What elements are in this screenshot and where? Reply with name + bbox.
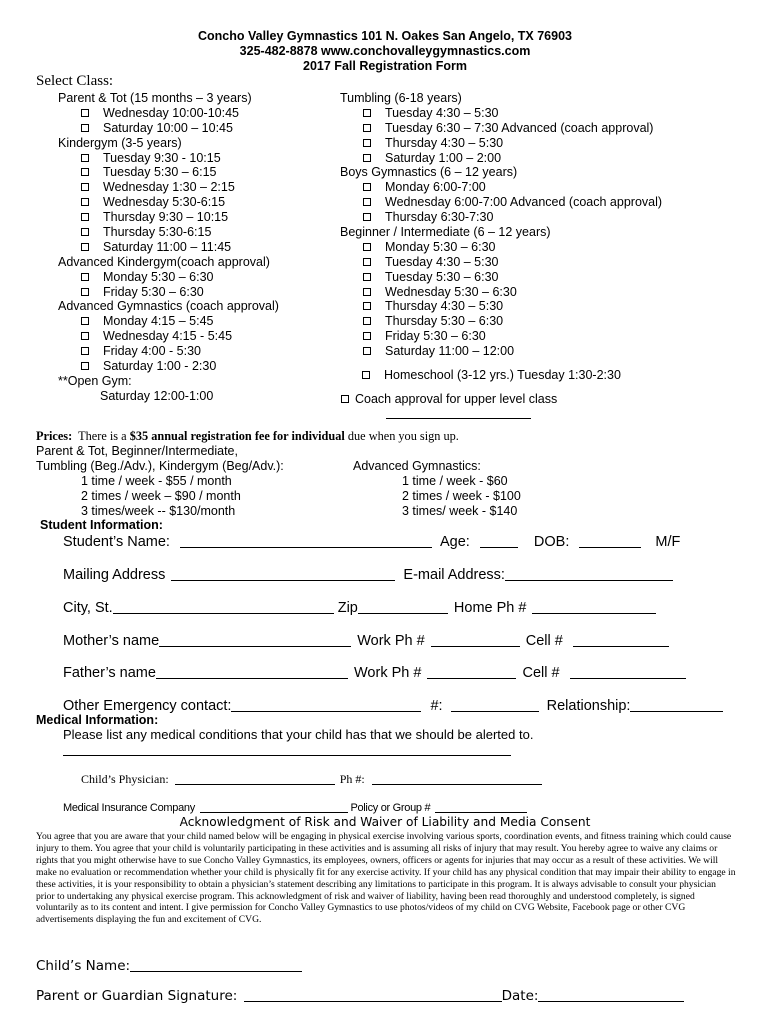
class-group-heading: Boys Gymnastics (6 – 12 years) [340,165,518,180]
class-option-label: Tuesday 9:30 - 10:15 [103,150,221,165]
class-option[interactable] [58,210,279,225]
class-option-label: Monday 5:30 – 6:30 [103,269,214,284]
class-option[interactable] [58,151,279,166]
class-option[interactable] [340,299,662,314]
checkbox-icon[interactable] [363,302,371,310]
email-field[interactable] [505,566,673,581]
class-option[interactable] [340,210,662,225]
checkbox-icon[interactable] [363,198,371,206]
checkbox-icon[interactable] [81,124,89,132]
class-option-label: Saturday 1:00 - 2:30 [103,359,217,374]
checkbox-icon[interactable] [363,154,371,162]
city-row [63,599,656,616]
parent-signature-label: Parent or Guardian Signature: [36,988,238,1004]
child-name-row [36,957,302,974]
open-gym-time: Saturday 12:00-1:00 [100,389,214,403]
father-cell-field[interactable] [570,664,686,679]
class-option[interactable] [58,314,279,329]
emergency-phone-label: #: [430,698,443,714]
checkbox-icon[interactable] [81,154,89,162]
class-option[interactable] [58,270,279,285]
checkbox-icon[interactable] [81,288,89,296]
insurance-field[interactable] [200,802,348,813]
class-group-heading: Beginner / Intermediate (6 – 12 years) [340,225,551,240]
select-class-label: Select Class: [36,73,114,89]
student-name-field[interactable] [180,533,432,548]
class-option[interactable] [58,359,279,374]
class-option-label: Wednesday 5:30-6:15 [103,195,226,210]
class-group-heading: Advanced Gymnastics (coach approval) [58,299,279,314]
prices-fee-tail: due when you sign up. [347,429,459,443]
child-name-label: Child’s Name: [36,958,131,974]
coach-approval-line[interactable] [386,418,531,419]
class-option[interactable] [340,270,662,285]
waiver-title: Acknowledgment of Risk and Waiver of Liability and Media Consent [179,815,591,829]
price-b-2: 2 times / week - $100 [402,489,521,503]
class-option-label: Friday 5:30 – 6:30 [385,329,486,344]
class-option[interactable] [340,136,662,151]
class-option-label: Saturday 10:00 – 10:45 [103,120,233,135]
mailing-label: Mailing Address [63,567,166,583]
email-label: E-mail Address: [403,567,505,583]
father-work-phone-label: Work Ph # [354,665,422,681]
class-option-label: Tuesday 4:30 – 5:30 [385,105,499,120]
checkbox-icon[interactable] [363,183,371,191]
father-cell-label: Cell # [522,665,560,681]
mother-cell-label: Cell # [525,633,563,649]
checkbox-icon[interactable] [362,371,370,379]
prices-fee: $35 annual registration fee for individual [129,429,345,443]
class-option[interactable] [58,121,279,136]
physician-row [81,772,542,787]
coach-approval-label: Coach approval for upper level class [355,392,558,406]
class-option[interactable] [58,180,279,195]
checkbox-icon[interactable] [81,198,89,206]
prices-intro-text: There is a [78,429,127,443]
class-option[interactable] [340,121,662,136]
waiver-body: You agree that you are aware that your child named below will be engaging in physical exercise involving various sports, coordination events, and fitness training which could cause injury to them. You agree that your child is voluntarily participating in these activities and is assuming all risks of injury that may result. You hereby agree to waive any claims or rights that you might otherwise have to sue Concho Valley Gymnastics, its employees, owners, officers or agents for injuries that may occur as a result of these activities. We will make no evaluation or recommendation whether your child is physically fit for any exercise activity. If your child has any physical condition that may impair their ability to engage in these activities, it is your responsibility to obtain a physician’s statement describing any limitations to participate in this program. It is always advisable to consult your physician prior to undertaking any physical exercise program. This acknowledgment of risk and waiver of liability, having been read thoroughly and understood completely, is signed voluntarily as to its content and intent. I give permission for Concho Valley Gymnastics to use photos/videos of my child on CVG Website, Facebook page or other CVG advertisements displaying the fun and excitement of CVG. [36,831,736,926]
checkbox-icon[interactable] [81,168,89,176]
class-group-heading: Advanced Kindergym(coach approval) [58,254,270,269]
student-name-row [63,533,680,550]
student-info-title: Student Information: [40,518,163,532]
header-address: Concho Valley Gymnastics 101 N. Oakes San Angelo, TX 76903 [197,29,572,43]
class-option[interactable] [58,225,279,240]
checkbox-icon[interactable] [363,109,371,117]
class-option-label: Thursday 6:30-7:30 [385,210,494,225]
relationship-field[interactable] [630,697,723,712]
zip-label: Zip [337,600,358,616]
class-option[interactable] [340,151,662,166]
class-option-label: Thursday 4:30 – 5:30 [385,135,504,150]
class-option-label: Monday 4:15 – 5:45 [103,314,214,329]
class-option[interactable] [58,165,279,180]
price-b-3: 3 times/ week - $140 [402,504,518,518]
class-option-label: Thursday 9:30 – 10:15 [103,210,229,225]
physician-phone-field[interactable] [372,773,542,785]
class-option[interactable] [340,195,662,210]
date-field[interactable] [538,987,684,1002]
date-label: Date: [501,988,539,1004]
student-name-label: Student’s Name: [63,534,170,550]
mother-cell-field[interactable] [573,632,669,647]
class-option[interactable] [340,344,662,359]
checkbox-icon[interactable] [363,139,371,147]
checkbox-icon[interactable] [81,332,89,340]
emergency-row [63,697,723,714]
age-field[interactable] [480,533,518,548]
checkbox-icon[interactable] [341,395,349,403]
physician-phone-label: Ph #: [339,772,365,786]
physician-label: Child’s Physician: [81,772,169,786]
checkbox-icon[interactable] [363,332,371,340]
child-name-field[interactable] [130,957,302,972]
relationship-label: Relationship: [546,698,631,714]
emergency-label: Other Emergency contact: [63,698,232,714]
class-option-label: Thursday 4:30 – 5:30 [385,299,504,314]
city-field[interactable] [113,599,334,614]
checkbox-icon[interactable] [81,183,89,191]
checkbox-icon[interactable] [363,243,371,251]
checkbox-icon[interactable] [363,258,371,266]
checkbox-icon[interactable] [363,317,371,325]
checkbox-icon[interactable] [363,288,371,296]
dob-label: DOB: [533,534,570,550]
class-option[interactable] [340,180,662,195]
class-option[interactable] [58,106,279,121]
home-phone-field[interactable] [532,599,656,614]
checkbox-icon[interactable] [363,213,371,221]
homeschool-label: Homeschool (3-12 yrs.) Tuesday 1:30-2:30 [384,368,621,382]
father-row [63,664,686,681]
dob-field[interactable] [579,533,641,548]
father-name-label: Father’s name [63,665,156,681]
class-option-label: Saturday 1:00 – 2:00 [385,150,502,165]
insurance-label: Medical Insurance Company [63,802,195,814]
mother-row [63,632,669,649]
insurance-row [63,802,527,814]
checkbox-icon[interactable] [81,273,89,281]
open-gym-label: **Open Gym: [58,374,132,388]
medical-conditions-field[interactable] [63,755,511,756]
class-option[interactable] [340,329,662,344]
class-option[interactable] [340,255,662,270]
class-option-label: Saturday 11:00 – 12:00 [385,344,515,359]
checkbox-icon[interactable] [81,347,89,355]
parent-signature-field[interactable] [244,987,502,1002]
class-option[interactable] [58,285,279,300]
class-option-label: Thursday 5:30-6:15 [103,225,212,240]
checkbox-icon[interactable] [81,362,89,370]
prices-group-b-title: Advanced Gymnastics: [353,459,481,473]
checkbox-icon[interactable] [81,228,89,236]
city-label: City, St. [63,600,113,616]
physician-field[interactable] [175,773,335,785]
class-option-label: Friday 4:00 - 5:30 [103,344,201,359]
price-b-1: 1 time / week - $60 [402,474,508,488]
class-option-label: Wednesday 6:00-7:00 Advanced (coach approval) [385,195,663,210]
home-phone-label: Home Ph # [453,600,527,616]
checkbox-icon[interactable] [81,213,89,221]
class-option-label: Wednesday 10:00-10:45 [103,105,239,120]
class-option-label: Thursday 5:30 – 6:30 [385,314,504,329]
class-option[interactable] [58,344,279,359]
parent-signature-row [36,987,684,1004]
mailing-row [63,566,673,583]
mother-name-field[interactable] [159,632,351,647]
class-option[interactable] [58,195,279,210]
medical-prompt: Please list any medical conditions that your child has that we should be alerted to. [63,727,534,742]
checkbox-icon[interactable] [81,317,89,325]
class-option-label: Wednesday 5:30 – 6:30 [385,284,517,299]
class-option[interactable] [340,314,662,329]
emergency-phone-field[interactable] [451,697,539,712]
class-option-label: Wednesday 4:15 - 5:45 [103,329,233,344]
prices-group-a-line2: Tumbling (Beg./Adv.), Kindergym (Beg/Adv.): [36,459,284,473]
class-option-label: Tuesday 5:30 – 6:15 [103,165,217,180]
checkbox-icon[interactable] [81,109,89,117]
checkbox-icon[interactable] [81,243,89,251]
policy-label: Policy or Group # [350,802,431,814]
right-class-list [340,91,662,359]
class-option[interactable] [58,329,279,344]
checkbox-icon[interactable] [363,273,371,281]
class-option-label: Tuesday 5:30 – 6:30 [385,269,499,284]
checkbox-icon[interactable] [363,347,371,355]
class-option-label: Wednesday 1:30 – 2:15 [103,180,235,195]
age-label: Age: [440,534,470,550]
coach-approval-option[interactable] [341,392,557,407]
left-class-list [58,91,279,374]
class-option-label: Saturday 11:00 – 11:45 [103,239,232,254]
class-option-label: Monday 5:30 – 6:30 [385,239,496,254]
emergency-field[interactable] [231,697,421,712]
header-contact: 325-482-8878 www.conchovalleygymnastics.com [239,44,531,58]
prices-group-a-line1: Parent & Tot, Beginner/Intermediate, [36,444,238,458]
class-option[interactable] [340,285,662,300]
class-option[interactable] [340,106,662,121]
medical-info-title: Medical Information: [36,713,159,727]
prices-label: Prices: [36,429,73,443]
mother-work-phone-field[interactable] [431,632,520,647]
class-group-heading: Parent & Tot (15 months – 3 years) [58,91,252,105]
class-option[interactable] [58,240,279,255]
homeschool-option[interactable] [362,368,621,383]
price-a-1: 1 time / week - $55 / month [81,474,232,488]
price-a-2: 2 times / week – $90 / month [81,489,241,503]
policy-field[interactable] [435,802,527,813]
class-option-label: Tuesday 6:30 – 7:30 Advanced (coach approval) [385,120,654,135]
mother-work-phone-label: Work Ph # [357,633,425,649]
zip-field[interactable] [358,599,448,614]
mailing-field[interactable] [171,566,395,581]
form-title: 2017 Fall Registration Form [303,59,467,73]
class-option-label: Friday 5:30 – 6:30 [103,284,204,299]
mother-name-label: Mother’s name [63,633,160,649]
mf-label[interactable]: M/F [655,534,681,550]
class-group-heading: Tumbling (6-18 years) [340,91,462,105]
price-a-3: 3 times/week -- $130/month [81,504,236,518]
class-option-label: Monday 6:00-7:00 [385,180,486,195]
checkbox-icon[interactable] [363,124,371,132]
father-name-field[interactable] [156,664,348,679]
prices-intro [36,429,459,444]
class-group-heading: Kindergym (3-5 years) [58,135,182,150]
class-option[interactable] [340,240,662,255]
father-work-phone-field[interactable] [427,664,516,679]
class-option-label: Tuesday 4:30 – 5:30 [385,254,499,269]
